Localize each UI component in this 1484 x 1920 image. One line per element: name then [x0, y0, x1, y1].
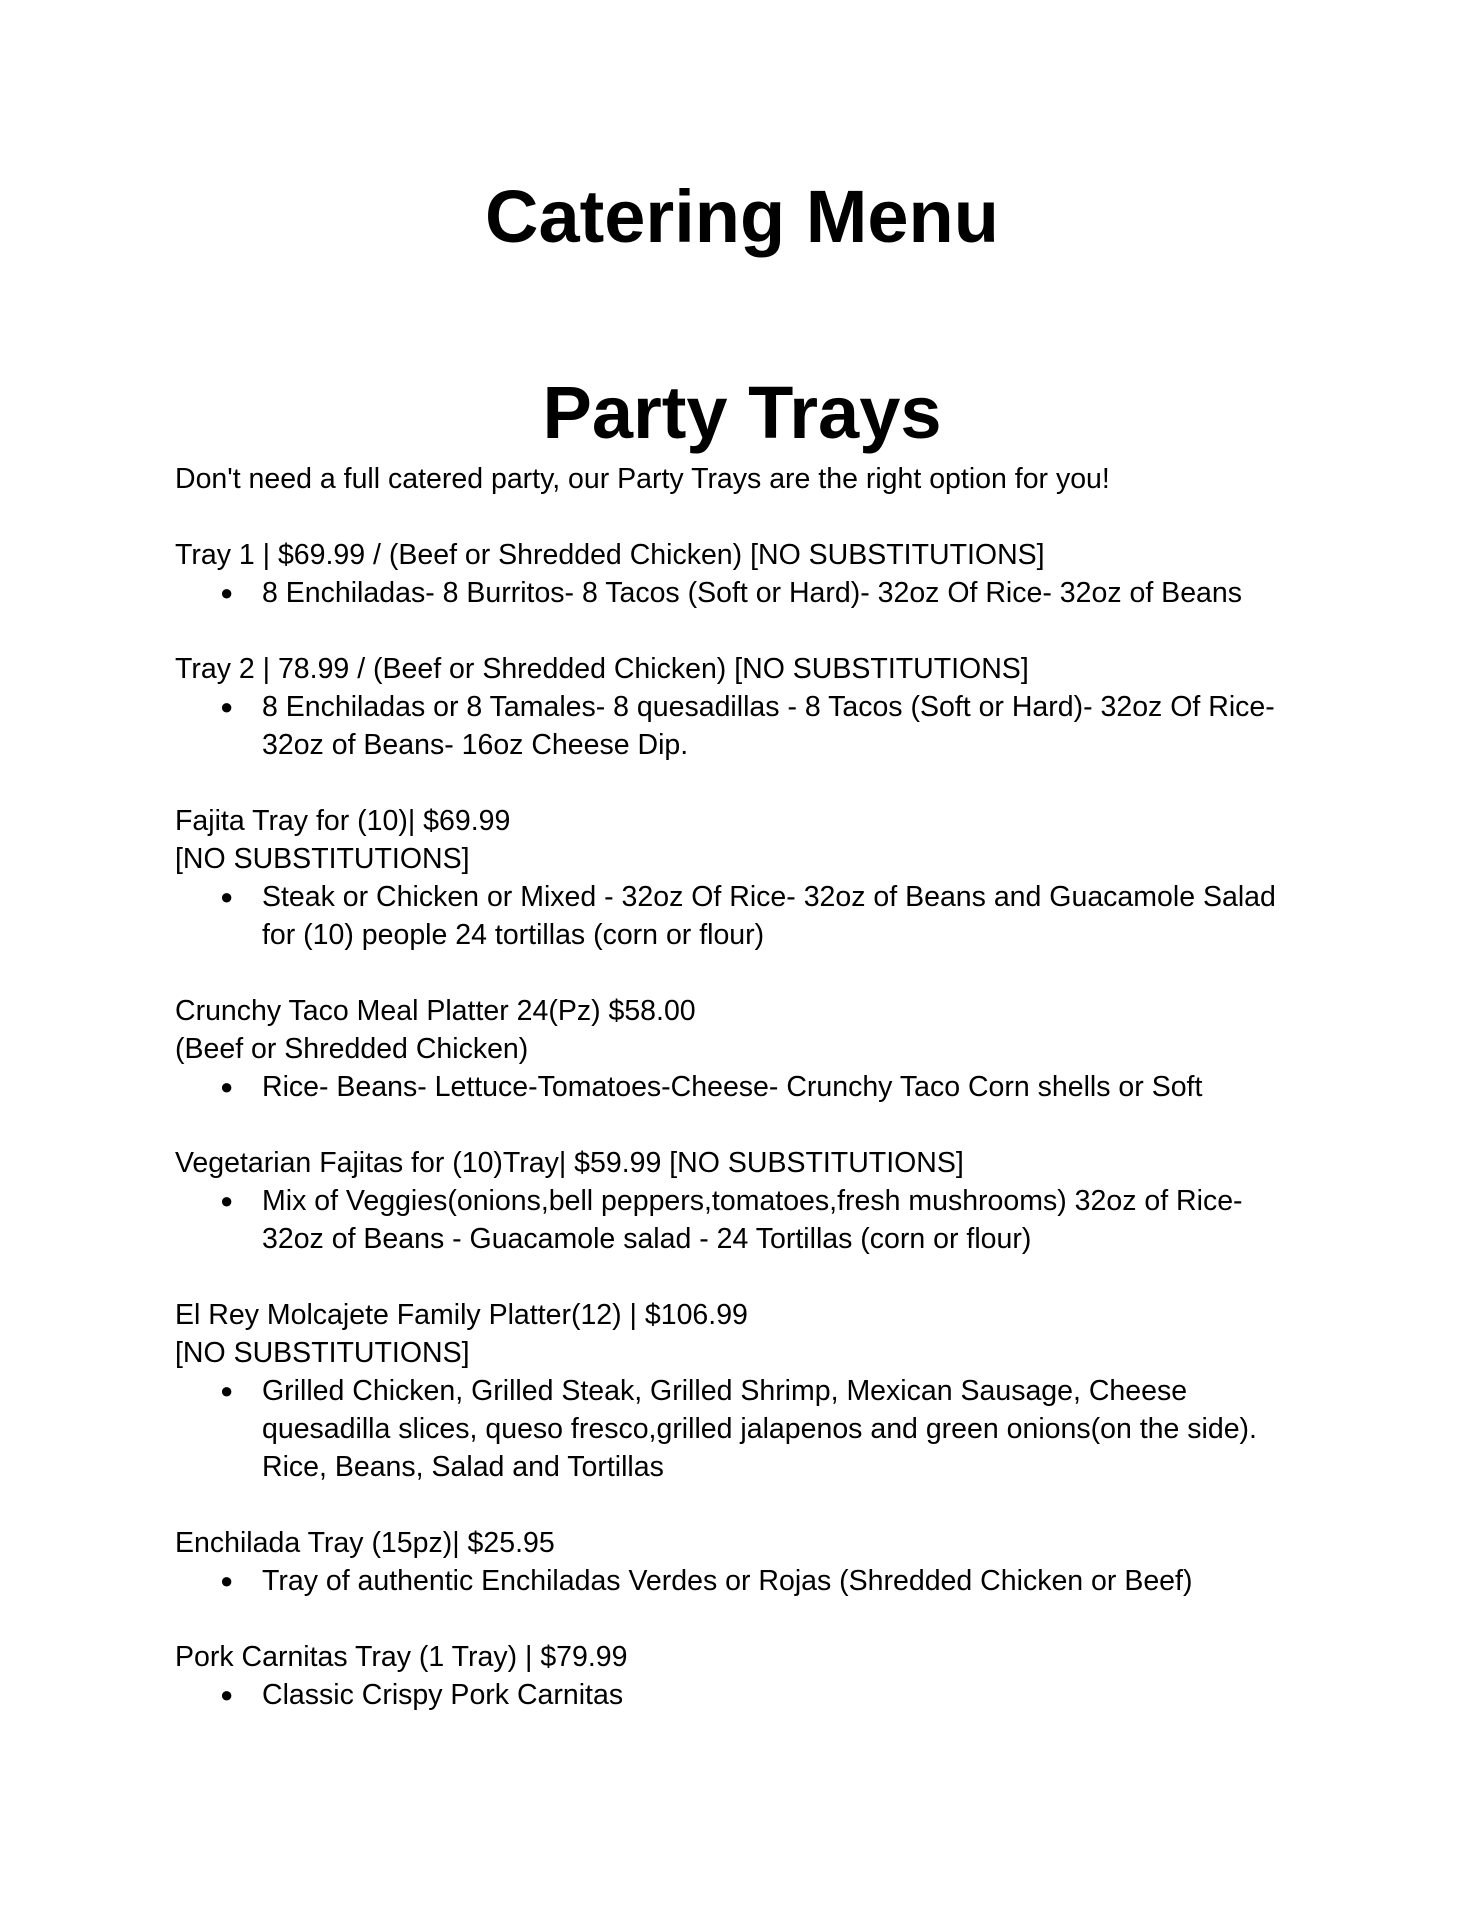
- menu-item-detail: [175, 574, 1315, 612]
- menu-content: [175, 460, 1315, 1714]
- menu-item-note: [NO SUBSTITUTIONS]: [175, 843, 470, 875]
- menu-item: [175, 650, 1315, 764]
- menu-item-details: [175, 1562, 1315, 1600]
- menu-item-title: Fajita Tray for (10)| $69.99: [175, 805, 511, 837]
- menu-item: [175, 536, 1315, 612]
- menu-item-detail: [175, 1068, 1315, 1106]
- bullet-icon: ●: [220, 1378, 234, 1403]
- menu-item-detail-text: 8 Enchiladas- 8 Burritos- 8 Tacos (Soft or Hard)- 32oz Of Rice- 32oz of Beans: [262, 577, 1242, 609]
- bullet-icon: ●: [220, 884, 234, 909]
- menu-item-detail-text: Tray of authentic Enchiladas Verdes or Rojas (Shredded Chicken or Beef): [262, 1565, 1193, 1597]
- menu-item-detail-text: 8 Enchiladas or 8 Tamales- 8 quesadillas - 8 Tacos (Soft or Hard)- 32oz Of Rice- 32oz of Beans- 16oz Cheese Dip.: [262, 691, 1275, 761]
- bullet-icon: ●: [220, 1568, 234, 1593]
- bullet-icon: ●: [220, 694, 234, 719]
- menu-item-detail-text: Mix of Veggies(onions,bell peppers,tomatoes,fresh mushrooms) 32oz of Rice- 32oz of Beans - Guacamole salad - 24 Tortillas (corn or flour): [262, 1185, 1243, 1255]
- menu-item-detail-text: Grilled Chicken, Grilled Steak, Grilled Shrimp, Mexican Sausage, Cheese quesadilla slices, queso fresco,grilled jalapenos and green onions(on the side). Rice, Beans, Salad and Tortillas: [262, 1375, 1257, 1483]
- menu-item-note: (Beef or Shredded Chicken): [175, 1033, 529, 1065]
- menu-item-details: [175, 574, 1315, 612]
- menu-item-detail-text: Classic Crispy Pork Carnitas: [262, 1679, 624, 1711]
- menu-item: [175, 802, 1315, 954]
- menu-item-details: [175, 688, 1315, 764]
- menu-item: [175, 1524, 1315, 1600]
- menu-item-details: [175, 1182, 1315, 1258]
- menu-item-title: Crunchy Taco Meal Platter 24(Pz) $58.00: [175, 995, 696, 1027]
- menu-item-title: Vegetarian Fajitas for (10)Tray| $59.99 [NO SUBSTITUTIONS]: [175, 1147, 964, 1179]
- intro-text: Don't need a full catered party, our Party Trays are the right option for you!: [175, 463, 1110, 495]
- menu-item: [175, 1296, 1315, 1486]
- page-title: Catering Menu: [485, 175, 999, 258]
- menu-item-note: [NO SUBSTITUTIONS]: [175, 1337, 470, 1369]
- menu-item-details: [175, 878, 1315, 954]
- menu-item-detail: [175, 1372, 1315, 1486]
- menu-item-details: [175, 1372, 1315, 1486]
- menu-item-title: Pork Carnitas Tray (1 Tray) | $79.99: [175, 1641, 628, 1673]
- menu-item-details: [175, 1068, 1315, 1106]
- menu-item-list: [175, 536, 1315, 1714]
- bullet-icon: ●: [220, 1188, 234, 1213]
- menu-item-detail: [175, 1676, 1315, 1714]
- section-title: Party Trays: [542, 371, 942, 454]
- menu-item: [175, 1144, 1315, 1258]
- menu-item-details: [175, 1676, 1315, 1714]
- menu-item-title: Tray 2 | 78.99 / (Beef or Shredded Chicken) [NO SUBSTITUTIONS]: [175, 653, 1029, 685]
- menu-item-title: Tray 1 | $69.99 / (Beef or Shredded Chicken) [NO SUBSTITUTIONS]: [175, 539, 1045, 571]
- bullet-icon: ●: [220, 1074, 234, 1099]
- bullet-icon: ●: [220, 580, 234, 605]
- menu-item-title: El Rey Molcajete Family Platter(12) | $106.99: [175, 1299, 748, 1331]
- menu-item-detail: [175, 1182, 1315, 1258]
- menu-item-detail-text: Rice- Beans- Lettuce-Tomatoes-Cheese- Crunchy Taco Corn shells or Soft: [262, 1071, 1203, 1103]
- menu-item-title: Enchilada Tray (15pz)| $25.95: [175, 1527, 555, 1559]
- bullet-icon: ●: [220, 1682, 234, 1707]
- menu-item-detail-text: Steak or Chicken or Mixed - 32oz Of Rice- 32oz of Beans and Guacamole Salad for (10) people 24 tortillas (corn or flour): [262, 881, 1276, 951]
- menu-item: [175, 1638, 1315, 1714]
- menu-item-detail: [175, 878, 1315, 954]
- menu-item: [175, 992, 1315, 1106]
- menu-item-detail: [175, 688, 1315, 764]
- menu-item-detail: [175, 1562, 1315, 1600]
